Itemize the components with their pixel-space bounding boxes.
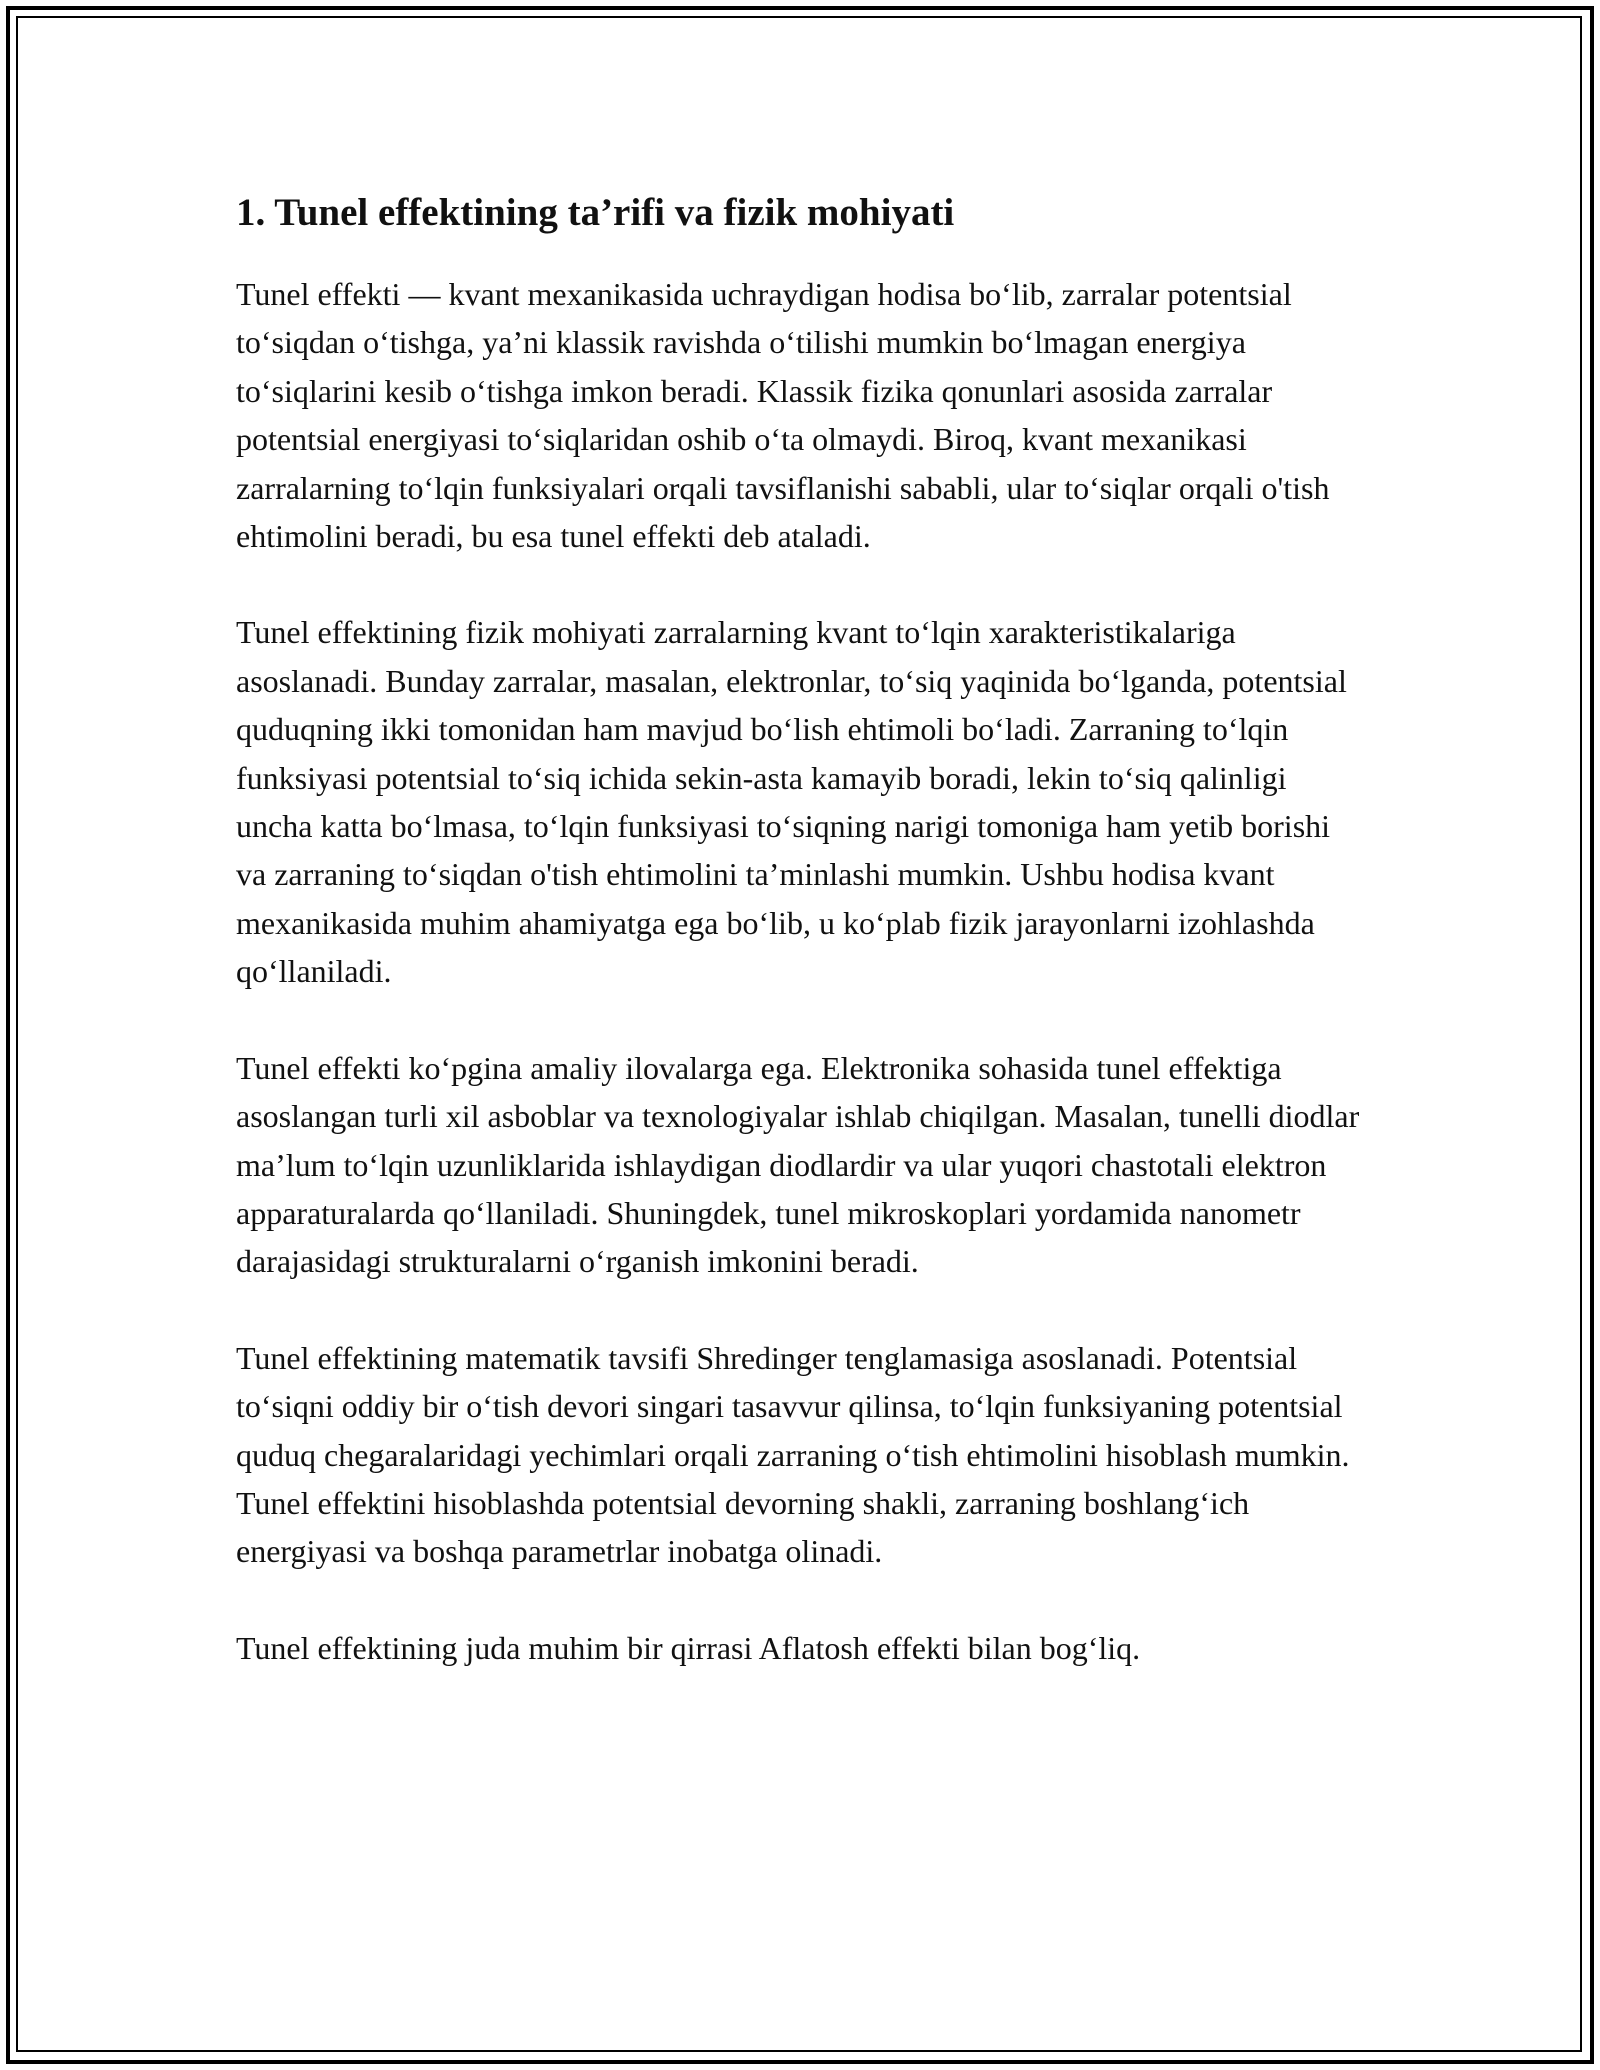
document-body [236, 186, 1366, 1720]
section-heading: 1. Tunel effektining ta’rifi va fizik mohiyati [236, 191, 955, 234]
paragraph-4: Tunel effektining matematik tavsifi Shredinger tenglamasiga asoslanadi. Potentsial to‘siqni oddiy bir o‘tish devori singari tasavvur qilinsa, to‘lqin funksiyaning potentsial quduq chegaralaridagi yechimlari orqali zarraning o‘tish ehtimolini hisoblash mumkin. Tunel effektini hisoblashda potentsial devorning shakli, zarraning boshlang‘ich energiyasi va boshqa parametrlar inobatga olinadi. [236, 1339, 1350, 1570]
paragraph-5: Tunel effektining juda muhim bir qirrasi Aflatosh effekti bilan bog‘liq. [236, 1629, 1141, 1666]
paragraph-3: Tunel effekti ko‘pgina amaliy ilovalarga ega. Elektronika sohasida tunel effektiga asoslangan turli xil asboblar va texnologiyalar ishlab chiqilgan. Masalan, tunelli diodlar ma’lum to‘lqin uzunliklarida ishlaydigan diodlardir va ular yuqori chastotali elektron apparaturalarda qo‘llaniladi. Shuningdek, tunel mikroskoplari yordamida nanometr darajasidagi strukturalarni o‘rganish imkonini beradi. [236, 1049, 1360, 1280]
paragraph-2: Tunel effektining fizik mohiyati zarralarning kvant to‘lqin xarakteristikalariga asoslanadi. Bunday zarralar, masalan, elektronlar, to‘siq yaqinida bo‘lganda, potentsial quduqning ikki tomonidan ham mavjud bo‘lish ehtimoli bo‘ladi. Zarraning to‘lqin funksiyasi potentsial to‘siq ichida sekin-asta kamayib boradi, lekin to‘siq qalinligi uncha katta bo‘lmasa, to‘lqin funksiyasi to‘siqning narigi tomoniga ham yetib borishi va zarraning to‘siqdan o'tish ehtimolini ta’minlashi mumkin. Ushbu hodisa kvant mexanikasida muhim ahamiyatga ega bo‘lib, u ko‘plab fizik jarayonlarni izohlashda qo‘llaniladi. [236, 614, 1347, 990]
paragraph-1: Tunel effekti — kvant mexanikasida uchraydigan hodisa bo‘lib, zarralar potentsial to‘siqdan o‘tishga, ya’ni klassik ravishda o‘tilishi mumkin bo‘lmagan energiya to‘siqlarini kesib o‘tishga imkon beradi. Klassik fizika qonunlari asosida zarralar potentsial energiyasi to‘siqlaridan oshib o‘ta olmaydi. Biroq, kvant mexanikasi zarralarning to‘lqin funksiyalari orqali tavsiflanishi sababli, ular to‘siqlar orqali o'tish ehtimolini beradi, bu esa tunel effekti deb ataladi. [236, 276, 1330, 555]
